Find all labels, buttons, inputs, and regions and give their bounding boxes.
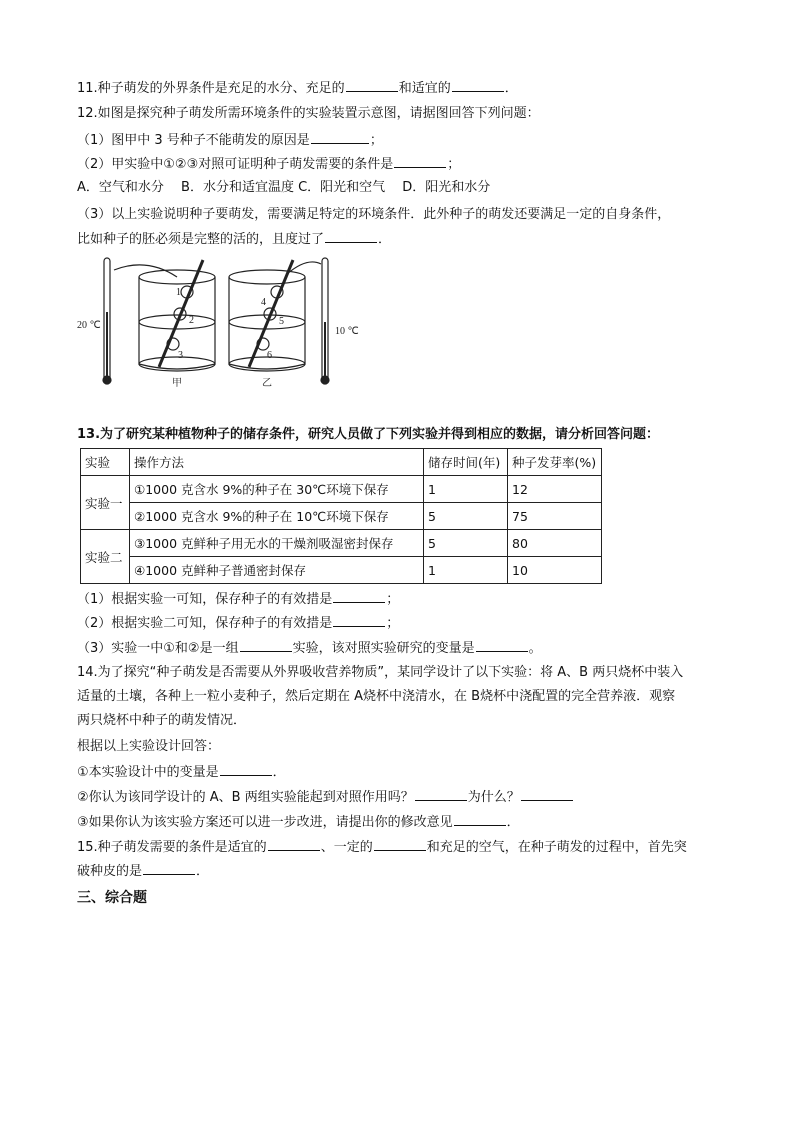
- q15-line2: [77, 862, 209, 881]
- q12-part3-end: ．: [378, 232, 392, 247]
- seed-label-2: 2: [189, 315, 194, 326]
- q15-text-d: 破种皮的是: [77, 864, 143, 879]
- q13-part2: [77, 614, 399, 633]
- q14-answer3-end: ．: [506, 815, 520, 830]
- q13-part1: [77, 590, 399, 609]
- q14-line2: 适量的土壤，各种上一粒小麦种子，然后定期在 A烧杯中浇清水，在 B烧杯中浇配置的完全营养液．观察: [77, 689, 676, 704]
- q12-part3b-text: 比如种子的胚必须是完整的活的，且度过了: [77, 232, 325, 247]
- q12-part2: [77, 155, 460, 174]
- q13-part3: [77, 639, 542, 658]
- q14-answer3: [77, 813, 520, 832]
- experiment-figure: [77, 252, 367, 392]
- q15-end: ．: [196, 864, 210, 879]
- q13-part3-end: 。: [528, 641, 542, 656]
- q11-text-b: 和适宜的: [398, 81, 451, 96]
- q12-part1: [77, 131, 383, 150]
- beaker-right-label: 乙: [262, 378, 272, 389]
- group-cell: 实验一: [81, 476, 130, 530]
- method-cell: ①1000 克含水 9%的种子在 30℃环境下保存: [130, 476, 424, 503]
- q13-part2-text: （2）根据实验二可知，保存种子的有效措是: [77, 616, 333, 631]
- method-cell: ②1000 克含水 9%的种子在 10℃环境下保存: [130, 503, 424, 530]
- header-cell: 操作方法: [130, 449, 424, 476]
- q11-text-a: 11.种子萌发的外界条件是充足的水分、充足的: [77, 81, 345, 96]
- q12-part2-text: （2）甲实验中①②③对照可证明种子萌发需要的条件是: [77, 157, 394, 172]
- time-cell: 1: [424, 557, 508, 584]
- q13-stem: 13.为了研究某种植物种子的储存条件，研究人员做了下列实验并得到相应的数据，请分析回答问题：: [77, 427, 660, 442]
- q12-part3b: [77, 230, 391, 249]
- q13-table: [80, 448, 602, 584]
- seed-label-6: 6: [267, 350, 272, 361]
- group-cell: 实验二: [81, 530, 130, 584]
- apparatus-diagram: [77, 252, 367, 392]
- rate-cell: 10: [508, 557, 602, 584]
- header-cell: 实验: [81, 449, 130, 476]
- q15-blank-1[interactable]: [268, 838, 320, 851]
- q15-blank-3[interactable]: [143, 862, 195, 875]
- q12-part2-end: ；: [447, 157, 461, 172]
- table-row: [81, 503, 602, 530]
- rate-cell: 12: [508, 476, 602, 503]
- q12-part2-blank[interactable]: [394, 155, 446, 168]
- section-heading: 三、综合题: [77, 890, 147, 906]
- q15-blank-2[interactable]: [374, 838, 426, 851]
- rate-cell: 75: [508, 503, 602, 530]
- q13-part3-blank-1[interactable]: [240, 639, 292, 652]
- q11-text-c: ．: [504, 81, 518, 96]
- q13-part1-end: ；: [386, 592, 400, 607]
- q12-part3a: （3）以上实验说明种子要萌发，需要满足特定的环境条件．此外种子的萌发还要满足一定的自身条件，: [77, 207, 671, 222]
- seed-label-5: 5: [279, 316, 284, 327]
- temp-left-label: 20 ℃: [77, 320, 101, 331]
- header-cell: 储存时间(年): [424, 449, 508, 476]
- q11-blank-1[interactable]: [346, 79, 398, 92]
- table-row: [81, 557, 602, 584]
- q14-answer1-text: ①本实验设计中的变量是: [77, 765, 219, 780]
- q14-answer2-blank-1[interactable]: [415, 788, 467, 801]
- temp-right-label: 10 ℃: [335, 326, 359, 337]
- q15-text-b: 、一定的: [320, 840, 373, 855]
- q14-line1: 14.为了探究“种子萌发是否需要从外界吸收营养物质”，某同学设计了以下实验：将 A、B 两只烧杯中装入: [77, 665, 684, 680]
- q14-answer1: [77, 763, 286, 782]
- q12-stem: 12.如图是探究种子萌发所需环境条件的实验装置示意图，请据图回答下列问题：: [77, 106, 540, 121]
- q13-part1-blank[interactable]: [333, 590, 385, 603]
- q13-part1-text: （1）根据实验一可知，保存种子的有效措是: [77, 592, 333, 607]
- seed-label-3: 3: [178, 350, 183, 361]
- q14-answer3-blank[interactable]: [454, 813, 506, 826]
- q13-part2-end: ；: [386, 616, 400, 631]
- q13-part3-text-a: （3）实验一中①和②是一组: [77, 641, 239, 656]
- q14-answer2-text-b: 为什么？: [467, 790, 520, 805]
- q15-text-a: 15.种子萌发需要的条件是适宜的: [77, 840, 267, 855]
- q15-line1: [77, 838, 687, 857]
- q11-line: [77, 79, 518, 98]
- q12-part1-end: ；: [369, 133, 383, 148]
- q13-part3-text-b: 实验，该对照实验研究的变量是: [292, 641, 475, 656]
- table-header-row: [81, 449, 602, 476]
- method-cell: ③1000 克鲜种子用无水的干燥剂吸湿密封保存: [130, 530, 424, 557]
- seed-label-4: 4: [261, 297, 266, 308]
- q13-part2-blank[interactable]: [333, 614, 385, 627]
- q14-answer2-blank-2[interactable]: [521, 788, 573, 801]
- q12-options: A．空气和水分 B．水分和适宜温度 C．阳光和空气 D．阳光和水分: [77, 180, 491, 195]
- q12-part3-blank[interactable]: [325, 230, 377, 243]
- q14-line3: 两只烧杯中种子的萌发情况．: [77, 713, 247, 728]
- q14-answer1-blank[interactable]: [220, 763, 272, 776]
- q12-part1-text: （1）图甲中 3 号种子不能萌发的原因是: [77, 133, 310, 148]
- time-cell: 5: [424, 530, 508, 557]
- q15-text-c: 和充足的空气，在种子萌发的过程中，首先突: [426, 840, 687, 855]
- seed-label-1: 1: [176, 287, 181, 298]
- q13-part3-blank-2[interactable]: [476, 639, 528, 652]
- q14-answer2: [77, 788, 574, 807]
- table-row: [81, 476, 602, 503]
- rate-cell: 80: [508, 530, 602, 557]
- method-cell: ④1000 克鲜种子普通密封保存: [130, 557, 424, 584]
- time-cell: 5: [424, 503, 508, 530]
- q12-part1-blank[interactable]: [311, 131, 369, 144]
- q14-line4: 根据以上实验设计回答：: [77, 739, 221, 754]
- q14-answer1-end: ．: [272, 765, 286, 780]
- q11-blank-2[interactable]: [452, 79, 504, 92]
- time-cell: 1: [424, 476, 508, 503]
- q14-answer3-text: ③如果你认为该实验方案还可以进一步改进，请提出你的修改意见: [77, 815, 453, 830]
- table-row: [81, 530, 602, 557]
- q14-answer2-text-a: ②你认为该同学设计的 A、B 两组实验能起到对照作用吗？: [77, 790, 414, 805]
- header-cell: 种子发芽率(%): [508, 449, 602, 476]
- beaker-left-label: 甲: [172, 378, 182, 389]
